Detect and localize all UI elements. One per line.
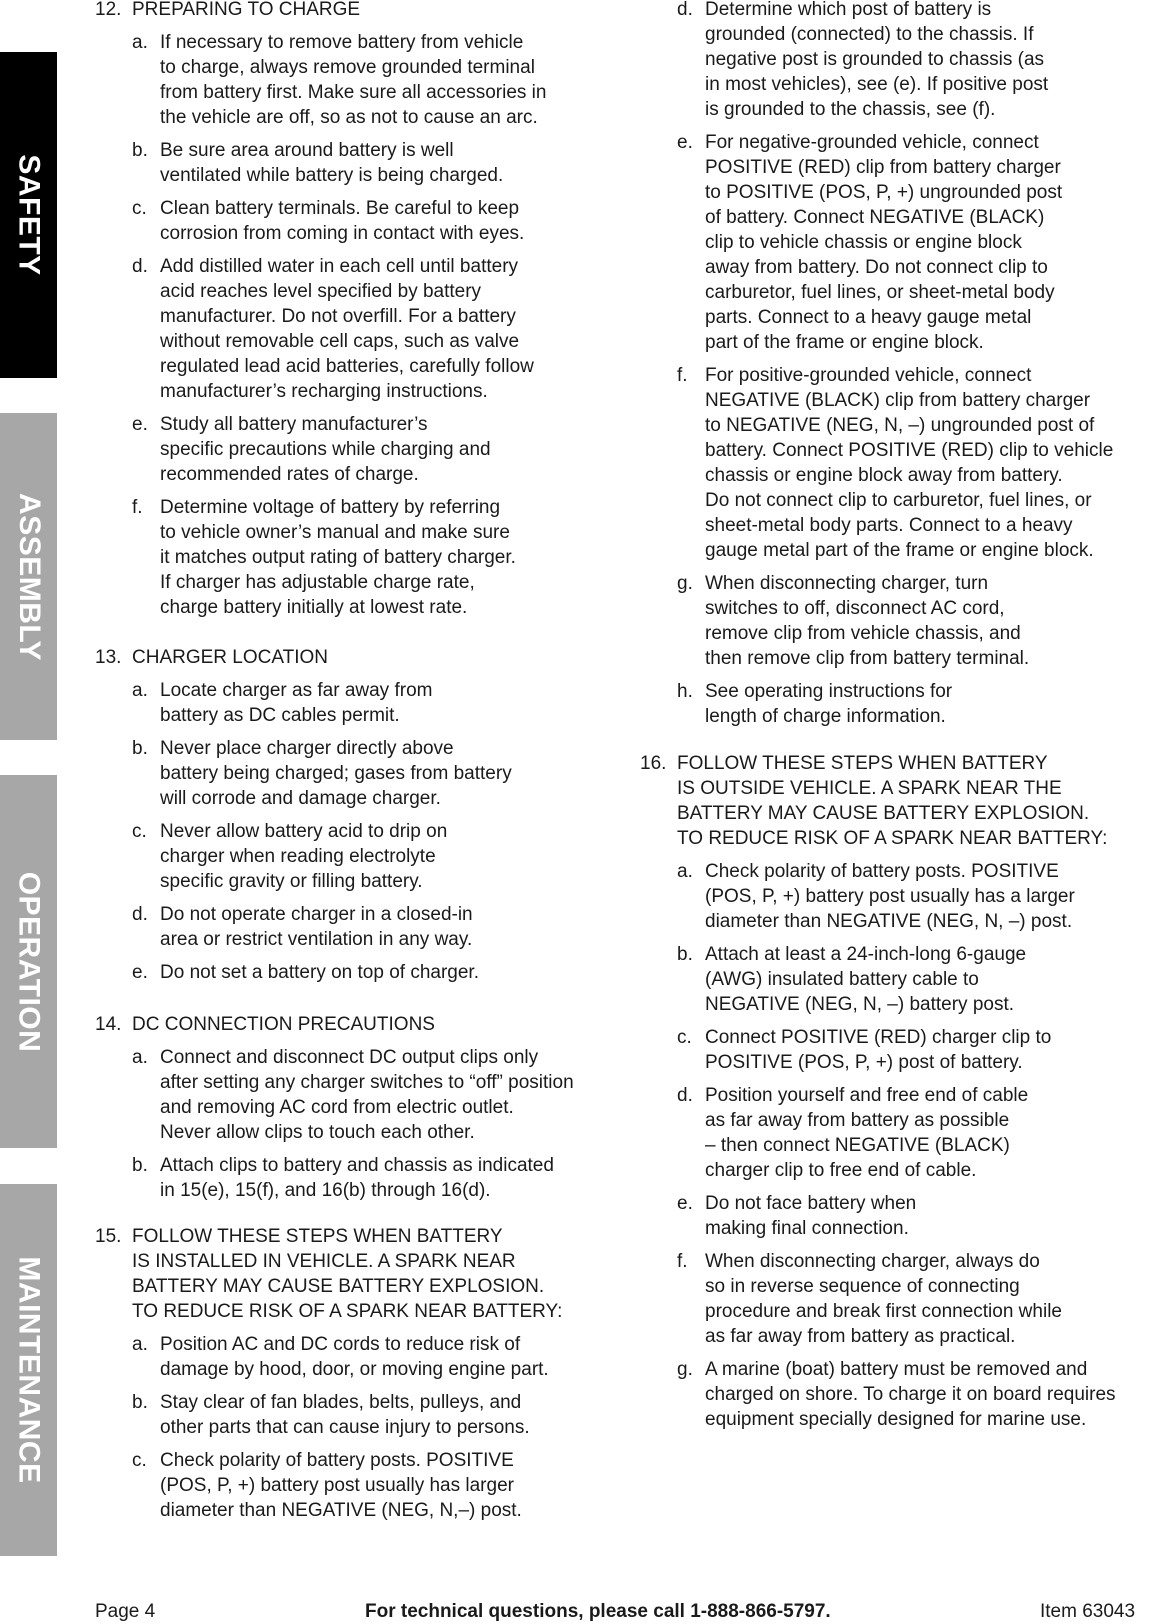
tab-assembly <box>0 413 57 740</box>
list-item <box>132 1448 652 1523</box>
list-item <box>677 1083 1157 1183</box>
item-letter: d. <box>132 904 148 925</box>
list-item <box>132 678 652 728</box>
item-text: Attach clips to battery and chassis as indicated in 15(e), 15(f), and 16(b) through 16(d). <box>160 1155 554 1201</box>
list-item <box>132 412 652 487</box>
section-15-continued <box>677 0 1157 729</box>
list-item <box>132 254 652 404</box>
list-item <box>677 679 1157 729</box>
item-letter: d. <box>677 1085 693 1106</box>
item-letter: c. <box>132 198 147 219</box>
item-letter: e. <box>132 962 148 983</box>
list-item <box>677 942 1157 1017</box>
item-letter: g. <box>677 573 693 594</box>
section-number: 13. <box>95 647 122 668</box>
item-text: Clean battery terminals. Be careful to keep corrosion from coming in contact with eyes. <box>160 198 525 244</box>
tab-maintenance <box>0 1184 57 1556</box>
item-text: Never allow battery acid to drip on charger when reading electrolyte specific gravity or filling battery. <box>160 821 448 892</box>
item-letter: b. <box>132 1392 148 1413</box>
item-text: Be sure area around battery is well ventilated while battery is being charged. <box>160 140 504 186</box>
list-item <box>677 1357 1157 1432</box>
list-item <box>677 1249 1157 1349</box>
list-item <box>132 819 652 894</box>
technical-support-line: For technical questions, please call 1-888-866-5797. <box>365 1601 831 1622</box>
list-item <box>677 859 1157 934</box>
list-item <box>677 1191 1157 1241</box>
item-letter: a. <box>132 680 148 701</box>
list-item <box>132 736 652 811</box>
item-text: Stay clear of fan blades, belts, pulleys, and other parts that can cause injury to persons. <box>160 1392 530 1438</box>
section-number: 12. <box>95 0 122 20</box>
section-14 <box>95 1012 652 1203</box>
item-text: Never place charger directly above battery being charged; gases from battery will corrode and damage charger. <box>160 738 512 809</box>
item-text: Connect and disconnect DC output clips only after setting any charger switches to “off” position and removing AC cord from electric outlet. Never allow clips to touch each other. <box>160 1047 574 1143</box>
tab-maintenance-label: MAINTENANCE <box>12 1256 46 1484</box>
item-letter: e. <box>132 414 148 435</box>
page-footer <box>95 1600 1157 1624</box>
section-title: CHARGER LOCATION <box>132 647 329 668</box>
item-letter: e. <box>677 132 693 153</box>
section-number: 16. <box>640 753 667 774</box>
item-text: Do not set a battery on top of charger. <box>160 962 479 983</box>
item-letter: f. <box>132 497 143 518</box>
item-letter: a. <box>132 1334 148 1355</box>
section-12 <box>95 0 652 620</box>
item-text: When disconnecting charger, always do so in reverse sequence of connecting procedure and break first connection while as far away from battery as practical. <box>705 1251 1062 1347</box>
item-text: Do not operate charger in a closed-in area or restrict ventilation in any way. <box>160 904 473 950</box>
list-item <box>677 0 1157 122</box>
item-text: Add distilled water in each cell until battery acid reaches level specified by battery manufacturer. Do not overfill. For a battery without removable cell caps, such as valve regulated lead acid batteries, carefully follow manufacturer’s recharging instructions. <box>160 256 534 402</box>
list-item <box>677 130 1157 355</box>
item-letter: f. <box>677 365 688 386</box>
item-text: Study all battery manufacturer’s specific precautions while charging and recommended rates of charge. <box>160 414 491 485</box>
item-text: When disconnecting charger, turn switches to off, disconnect AC cord, remove clip from vehicle chassis, and then remove clip from battery terminal. <box>705 573 1030 669</box>
item-text: If necessary to remove battery from vehicle to charge, always remove grounded terminal from battery first. Make sure all accessories in the vehicle are off, so as not to cause an arc. <box>160 32 547 128</box>
section-title: PREPARING TO CHARGE <box>132 0 361 20</box>
tab-operation-label: OPERATION <box>12 871 46 1052</box>
item-text: A marine (boat) battery must be removed and charged on shore. To charge it on board requires equipment specially designed for marine use. <box>705 1359 1116 1430</box>
list-item <box>132 1153 652 1203</box>
item-letter: a. <box>132 32 148 53</box>
list-item <box>677 1025 1157 1075</box>
item-letter: d. <box>132 256 148 277</box>
item-text: Attach at least a 24-inch-long 6-gauge (AWG) insulated battery cable to NEGATIVE (NEG, N, –) battery post. <box>705 944 1027 1015</box>
tab-safety <box>0 52 57 378</box>
list-item <box>132 1045 652 1145</box>
list-item <box>132 138 652 188</box>
list-item <box>677 571 1157 671</box>
item-text: For positive-grounded vehicle, connect NEGATIVE (BLACK) clip from battery charger to NEGATIVE (NEG, N, –) ungrounded post of battery. Connect POSITIVE (RED) clip to vehicle chassis or engine block away from battery. Do not connect clip to carburetor, fuel lines, or sheet-metal body parts. Connect to a heavy gauge metal part of the frame or engine block. <box>705 365 1114 561</box>
tab-operation <box>0 775 57 1148</box>
item-letter: d. <box>677 0 693 20</box>
item-letter: f. <box>677 1251 688 1272</box>
item-text: Connect POSITIVE (RED) charger clip to POSITIVE (POS, P, +) post of battery. <box>705 1027 1052 1073</box>
item-letter: a. <box>132 1047 148 1068</box>
item-letter: c. <box>132 821 147 842</box>
item-text: Locate charger as far away from battery as DC cables permit. <box>160 680 433 726</box>
item-number: Item 63043 <box>1040 1601 1136 1622</box>
item-text: Check polarity of battery posts. POSITIVE (POS, P, +) battery post usually has larger diameter than NEGATIVE (NEG, N,–) post. <box>160 1450 522 1521</box>
item-text: See operating instructions for length of charge information. <box>705 681 953 727</box>
section-number: 15. <box>95 1226 122 1247</box>
item-letter: a. <box>677 861 693 882</box>
item-text: Determine voltage of battery by referring to vehicle owner’s manual and make sure it matches output rating of battery charger. If charger has adjustable charge rate, charge battery initially at lowest rate. <box>160 497 516 618</box>
section-title: FOLLOW THESE STEPS WHEN BATTERY IS OUTSIDE VEHICLE. A SPARK NEAR THE BATTERY MAY CAUSE BATTERY EXPLOSION. TO REDUCE RISK OF A SPARK NEAR BATTERY: <box>677 753 1108 849</box>
tab-assembly-label: ASSEMBLY <box>12 492 46 661</box>
list-item <box>132 1390 652 1440</box>
item-text: Determine which post of battery is grounded (connected) to the chassis. If negative post is grounded to chassis (as in most vehicles), see (e). If positive post is grounded to the chassis, see (f). <box>705 0 1049 120</box>
item-text: Position AC and DC cords to reduce risk of damage by hood, door, or moving engine part. <box>160 1334 549 1380</box>
item-letter: c. <box>677 1027 692 1048</box>
item-letter: e. <box>677 1193 693 1214</box>
section-15 <box>95 1224 652 1523</box>
item-letter: b. <box>132 1155 148 1176</box>
item-letter: h. <box>677 681 693 702</box>
section-title: FOLLOW THESE STEPS WHEN BATTERY IS INSTALLED IN VEHICLE. A SPARK NEAR BATTERY MAY CAUSE BATTERY EXPLOSION. TO REDUCE RISK OF A SPARK NEAR BATTERY: <box>132 1226 563 1322</box>
item-letter: b. <box>132 140 148 161</box>
item-text: For negative-grounded vehicle, connect POSITIVE (RED) clip from battery charger to POSITIVE (POS, P, +) ungrounded post of battery. Connect NEGATIVE (BLACK) clip to vehicle chassis or engine block away from battery. Do not connect clip to carburetor, fuel lines, or sheet-metal body parts. Connect to a heavy gauge metal part of the frame or engine block. <box>705 132 1063 353</box>
item-letter: g. <box>677 1359 693 1380</box>
list-item <box>132 196 652 246</box>
list-item <box>132 1332 652 1382</box>
page-number: Page 4 <box>95 1601 156 1622</box>
list-item <box>132 960 652 985</box>
section-title: DC CONNECTION PRECAUTIONS <box>132 1014 435 1035</box>
section-16 <box>640 751 1157 1432</box>
item-letter: c. <box>132 1450 147 1471</box>
item-letter: b. <box>677 944 693 965</box>
item-letter: b. <box>132 738 148 759</box>
list-item <box>132 495 652 620</box>
tab-safety-label: SAFETY <box>12 154 46 276</box>
list-item <box>132 30 652 130</box>
list-item <box>677 363 1157 563</box>
item-text: Check polarity of battery posts. POSITIVE (POS, P, +) battery post usually has a larger diameter than NEGATIVE (NEG, N, –) post. <box>705 861 1075 932</box>
section-number: 14. <box>95 1014 122 1035</box>
item-text: Do not face battery when making final connection. <box>705 1193 917 1239</box>
list-item <box>132 902 652 952</box>
section-13 <box>95 645 652 985</box>
item-text: Position yourself and free end of cable as far away from battery as possible – then connect NEGATIVE (BLACK) charger clip to free end of cable. <box>705 1085 1029 1181</box>
